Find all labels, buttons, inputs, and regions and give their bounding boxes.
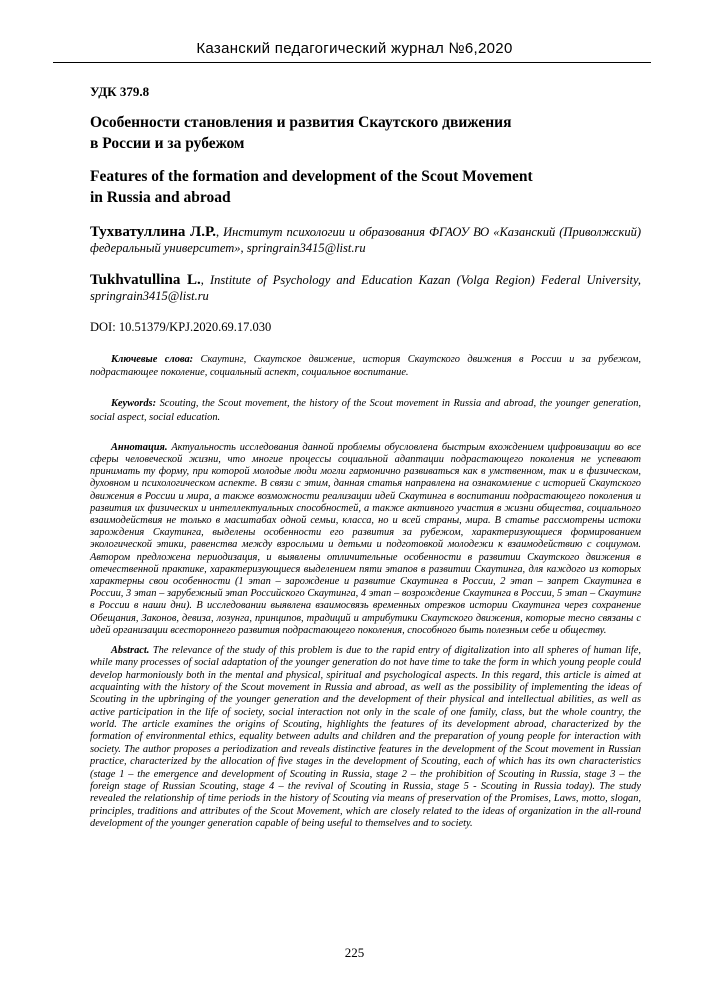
journal-header: Казанский педагогический журнал №6,2020 [196,40,513,57]
abstract-english [90,645,641,830]
annotation-russian [90,442,641,637]
annotation-label: Аннотация. [111,441,168,453]
keywords-en-text: Scouting, the Scout movement, the history of the Scout movement in Russia and abroad, the younger generation, social aspect, social education. [90,398,641,423]
author-ru-name: Тухватуллина Л.Р. [90,224,216,240]
doi: DOI: 10.51379/KPJ.2020.69.17.030 [90,320,272,334]
udk-code: УДК 379.8 [90,84,150,99]
header-divider [53,62,651,63]
author-en-affiliation: Institute of Psychology and Education Kazan (Volga Region) Federal University, springrain3415@list.ru [90,273,642,303]
title-en-line1: Features of the formation and development of the Scout Movement [90,168,533,185]
title-english [90,166,641,208]
title-en-line2: in Russia and abroad [90,189,231,206]
page-number: 225 [344,945,365,960]
title-russian [90,112,641,154]
keywords-en-label: Keywords: [111,398,157,410]
keywords-english [90,397,641,423]
author-en-name: Tukhvatullina L. [90,272,201,288]
keywords-ru-text: Скаутинг, Скаутское движение, история Скаутского движения в России и за рубежом, подрастающее поколение, социальный аспект, социальное воспитание. [90,354,641,379]
annotation-text: Актуальность исследования данной проблемы обусловлена быстрым вхождением цифровизации во все сферы человеческой жизни, что многие процессы социальной адаптации подрастающего поколения не успевают принимать ту форму, при которой молодые люди могли гармонично развиваться как в умственном, так и в физическом, духовном и психологическом аспекте. В связи с этим, данная статья направлена на ознакомление с историей Скаутского движения в России и мира, а также возможности реализации идей Скаутинга в воспитании подрастающего поколения и развития их физических и интеллектуальных способностей, а также активного участия в жизни общества, социального взаимодействия не только в масштабах одной семьи, класса, но и всей страны, мира. В статье рассмотрены истоки зарождения Скаутинга, выделены особенности его развития за рубежом, характеризующиеся формированием экологической этики, равенства между взрослыми и детьми и подготовкой молодежи к взаимодействию с социумом. Автором предложена периодизация, и выявлены отличительные особенности в развитии Скаутского движения в отечественной практике, характеризующиеся выделением пяти этапов в развитии Скаутинга, для каждого из которых характерны свои особенности (1 этап – зарождение и развитие Скаутинга в России, 2 этап – запрет Скаутинга в России, 3 этап – зарубежный этап Российского Скаутинга, 4 этап – возрождение Скаутинга в России, 5 этап – Скаутинг в России в наши дни). В исследовании выявлена взаимосвязь временных отрезков истории Скаутинга через сохранение Обещания, Законов, девиза, лозунга, принципов, традиций и атрибутики Скаутского движения, которые тесно связаны с идей организации всестороннего развития подрастающего поколения, способного быть полезным себе и обществу. [90,441,641,636]
author-en: Tukhvatullina L., Institute of Psychology and Education Kazan (Volga Region) Federal University, springrain3415@list.ru [90,272,642,303]
title-ru-line2: в России и за рубежом [90,135,245,152]
keywords-russian [90,353,641,379]
article-body [90,84,641,830]
abstract-label: Abstract. [111,645,150,657]
abstract-text: The relevance of the study of this problem is due to the rapid entry of digitalization into all spheres of human life, while many processes of social adaptation of the younger generation do not have time to take the form in which young people could develop harmoniously both in the mental and physical, spiritual and psychological aspects. In this regard, this article is aimed at acquainting with the history of the Scout movement in Russia and abroad, as well as the possibility of implementing the ideas of Scouting in the upbringing of the younger generation and the development of their physical and intellectual abilities, as well as active participation in the life of society, social interaction not only in the scale of one family, class, but the whole country, the world. The article examines the origins of Scouting, highlights the features of its development abroad, characterized by the formation of environmental ethics, equality between adults and children and the preparation of young people for interaction with society. The author proposes a periodization and reveals distinctive features in the development of the Scout movement in Russian practice, characterized by the allocation of five stages in the development of Scouting, each of which has its own characteristics (stage 1 – the emergence and development of Scouting in Russia, stage 2 – the prohibition of Scouting in Russia, stage 3 – the foreign stage of Russian Scouting, stage 4 – the revival of Scouting in Russia, stage 5 - Scouting in Russia today). The study revealed the relationship of time periods in the history of Scouting via means of preservation of the Promises, Laws, motto, slogan, principles, traditions and attributes of the Scout Movement, which are closely related to the ideas of organization in the all-round development of the younger generation capable of being useful to themselves and to society. [90,645,641,829]
author-ru: Тухватуллина Л.Р., Институт психологии и образования ФГАОУ ВО «Казанский (Приволжский) федеральный университет», springrain3415@list.ru [90,224,641,255]
keywords-ru-label: Ключевые слова: [111,354,194,365]
author-ru-affiliation: Институт психологии и образования ФГАОУ ВО «Казанский (Приволжский) федеральный университет», springrain3415@list.ru [90,225,641,255]
title-ru-line1: Особенности становления и развития Скаутского движения [90,114,512,131]
